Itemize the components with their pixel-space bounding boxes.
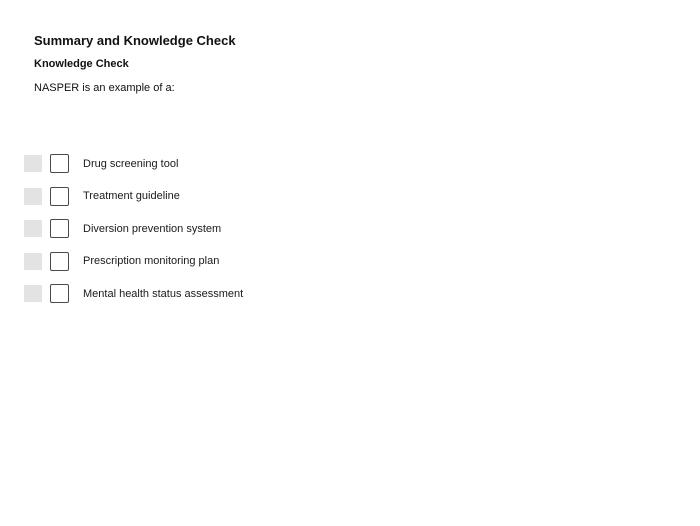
section-title: Knowledge Check [34,58,129,70]
option-marker [24,188,42,205]
option-marker [24,220,42,237]
option-mental-health-status-assessment[interactable] [24,283,243,304]
checkbox[interactable] [50,252,69,271]
option-diversion-prevention-system[interactable] [24,218,243,239]
option-marker [24,155,42,172]
checkbox[interactable] [50,154,69,173]
page-title: Summary and Knowledge Check [34,33,236,48]
option-marker [24,285,42,302]
checkbox[interactable] [50,219,69,238]
question-text: NASPER is an example of a: [34,82,175,94]
option-label: Diversion prevention system [83,222,222,235]
option-label: Mental health status assessment [83,287,244,300]
answer-options [24,153,243,316]
option-label: Treatment guideline [83,190,180,202]
option-prescription-monitoring-plan[interactable] [24,251,243,272]
option-drug-screening-tool[interactable] [24,153,243,174]
checkbox[interactable] [50,187,69,206]
checkbox[interactable] [50,284,69,303]
option-label: Drug screening tool [83,157,179,170]
option-marker [24,253,42,270]
option-treatment-guideline[interactable] [24,186,243,207]
option-label: Prescription monitoring plan [83,255,220,267]
